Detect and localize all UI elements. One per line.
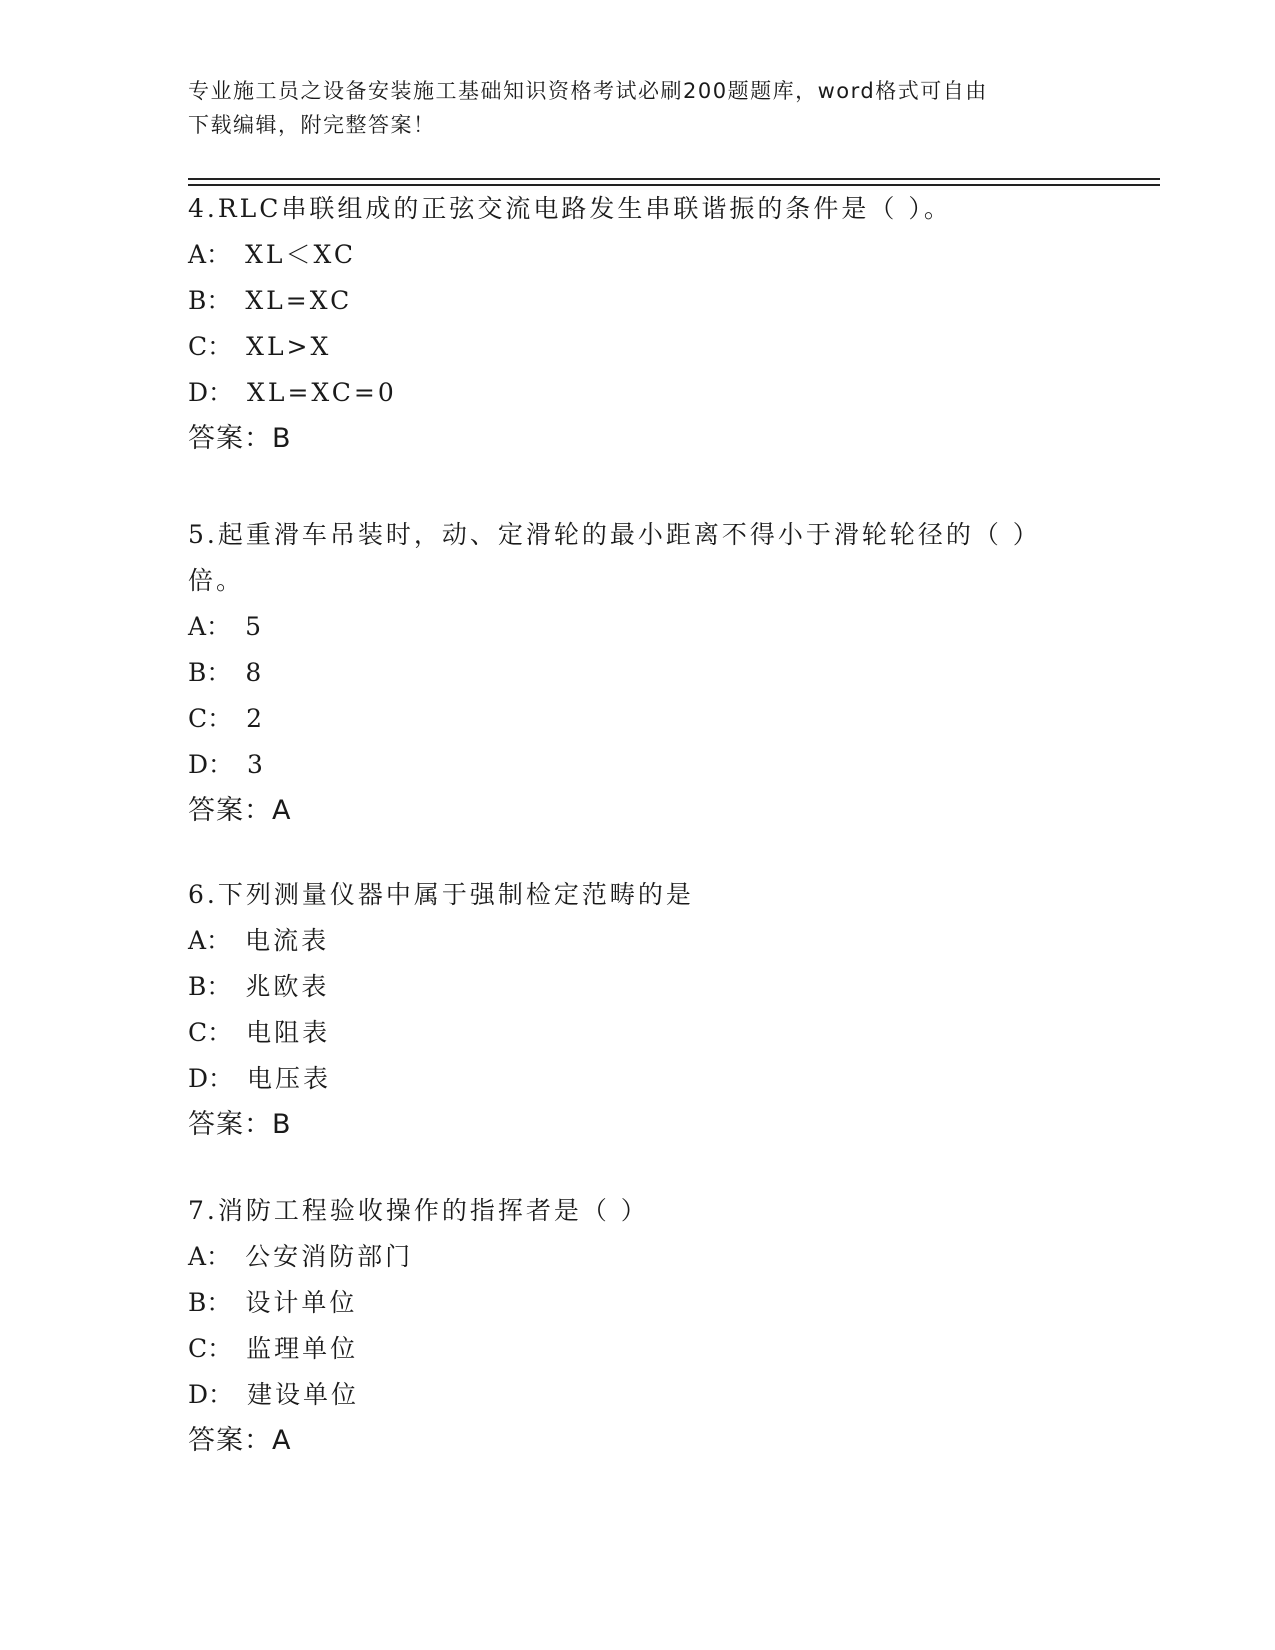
question-7 [188, 1188, 1088, 1464]
answer: 答案：B [188, 1109, 292, 1140]
question-stem: 5.起重滑车吊装时，动、定滑轮的最小距离不得小于滑轮轮径的（ ） [188, 520, 1041, 549]
answer: 答案：B [188, 423, 292, 454]
option-b: B： XL=XC [188, 286, 353, 315]
option-b: B： 8 [188, 658, 265, 687]
document-header [188, 74, 1088, 142]
option-d: D： 建设单位 [188, 1380, 360, 1409]
option-c: C： 监理单位 [188, 1334, 359, 1363]
option-b: B： 兆欧表 [188, 972, 330, 1001]
question-stem: 7.消防工程验收操作的指挥者是（ ） [188, 1196, 649, 1225]
option-c: C： 电阻表 [188, 1018, 331, 1047]
question-stem: 6.下列测量仪器中属于强制检定范畴的是 [188, 880, 694, 909]
option-b: B： 设计单位 [188, 1288, 358, 1317]
question-6 [188, 872, 1088, 1148]
question-stem-continued: 倍。 [188, 566, 245, 595]
option-a: A： 电流表 [188, 926, 330, 955]
option-a: A： 5 [188, 612, 264, 641]
option-d: D： 3 [188, 750, 266, 779]
question-stem: 4.RLC串联组成的正弦交流电路发生串联谐振的条件是（ ）。 [188, 194, 952, 223]
option-d: D： XL=XC=0 [188, 378, 397, 407]
option-c: C： 2 [188, 704, 266, 733]
header-divider-top [188, 178, 1160, 180]
option-d: D： 电压表 [188, 1064, 332, 1093]
question-4 [188, 186, 1088, 462]
option-a: A： 公安消防部门 [188, 1242, 414, 1271]
answer: 答案：A [188, 795, 292, 826]
question-5 [188, 512, 1088, 834]
option-c: C： XL>X [188, 332, 332, 361]
answer: 答案：A [188, 1425, 292, 1456]
option-a: A： XL＜XC [188, 240, 356, 269]
header-line-1: 专业施工员之设备安装施工基础知识资格考试必刷200题题库，word格式可自由 [188, 79, 988, 103]
header-line-2: 下载编辑，附完整答案！ [188, 113, 436, 137]
